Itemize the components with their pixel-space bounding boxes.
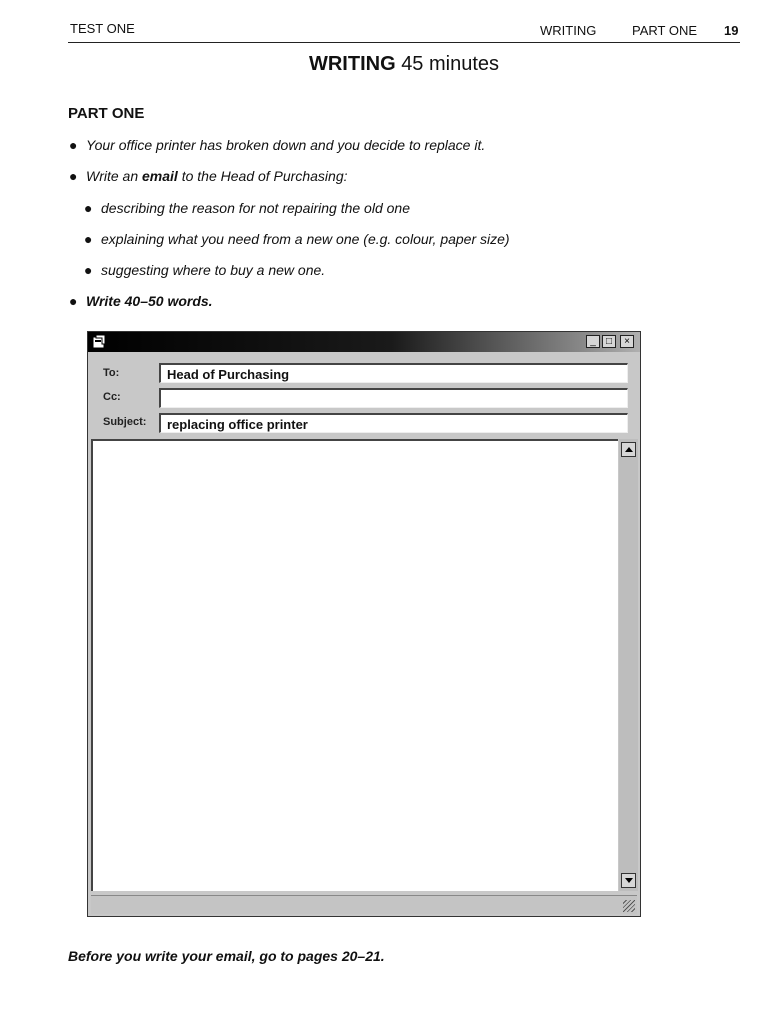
instruction-item xyxy=(69,137,486,153)
title-duration: 45 minutes xyxy=(401,53,500,75)
subject-field[interactable]: replacing office printer xyxy=(159,413,628,433)
word-limit: Write 40–50 words. xyxy=(86,293,213,309)
instruction-subitem xyxy=(84,231,510,247)
bullet-icon: ● xyxy=(69,168,78,184)
minimize-button[interactable] xyxy=(586,335,600,348)
bullet-icon: ● xyxy=(69,137,78,153)
close-button[interactable] xyxy=(620,335,634,348)
minimize-icon: _ xyxy=(590,336,596,347)
page-number: 19 xyxy=(724,23,739,38)
cc-field[interactable] xyxy=(159,388,628,408)
instruction-text: Your office printer has broken down and you decide to replace it. xyxy=(86,137,486,153)
page-title xyxy=(0,53,768,76)
subject-label: Subject: xyxy=(103,416,147,428)
vertical-scrollbar[interactable] xyxy=(619,439,638,891)
instruction-item xyxy=(69,293,213,309)
maximize-button[interactable] xyxy=(602,335,616,348)
cc-label: Cc: xyxy=(103,391,121,403)
instruction-text: explaining what you need from a new one (e.g. colour, paper size) xyxy=(101,231,510,247)
part-label: PART ONE xyxy=(632,23,698,38)
section-label: WRITING xyxy=(540,23,597,38)
instruction-subitem xyxy=(84,200,410,216)
instruction-subitem xyxy=(84,262,326,278)
footer-note: Before you write your email, go to pages 20–21. xyxy=(68,948,385,964)
part-heading: PART ONE xyxy=(68,105,145,122)
bullet-icon: ● xyxy=(84,231,93,247)
email-body[interactable] xyxy=(91,439,618,891)
maximize-icon: □ xyxy=(605,336,613,347)
instruction-text: to the Head of Purchasing: xyxy=(181,168,348,184)
page-header xyxy=(68,20,740,43)
bullet-icon: ● xyxy=(84,262,93,278)
to-label: To: xyxy=(103,367,120,379)
instruction-item xyxy=(69,168,348,184)
scroll-up-icon[interactable] xyxy=(621,442,636,457)
mail-app-icon xyxy=(92,334,107,349)
instruction-text: describing the reason for not repairing the old one xyxy=(101,200,410,216)
bullet-icon: ● xyxy=(69,293,78,309)
instruction-emphasis: email xyxy=(142,168,178,184)
scroll-down-icon[interactable] xyxy=(621,873,636,888)
instruction-text: Write an xyxy=(86,168,139,184)
resize-grip-icon[interactable] xyxy=(623,900,635,912)
status-bar xyxy=(91,895,637,914)
test-label: TEST ONE xyxy=(70,21,135,36)
to-field[interactable]: Head of Purchasing xyxy=(159,363,628,383)
title-section: WRITING xyxy=(308,53,396,75)
email-window xyxy=(87,331,641,917)
window-titlebar[interactable] xyxy=(88,332,640,352)
bullet-icon: ● xyxy=(84,200,93,216)
close-icon: × xyxy=(624,336,630,347)
instruction-text: suggesting where to buy a new one. xyxy=(101,262,326,278)
